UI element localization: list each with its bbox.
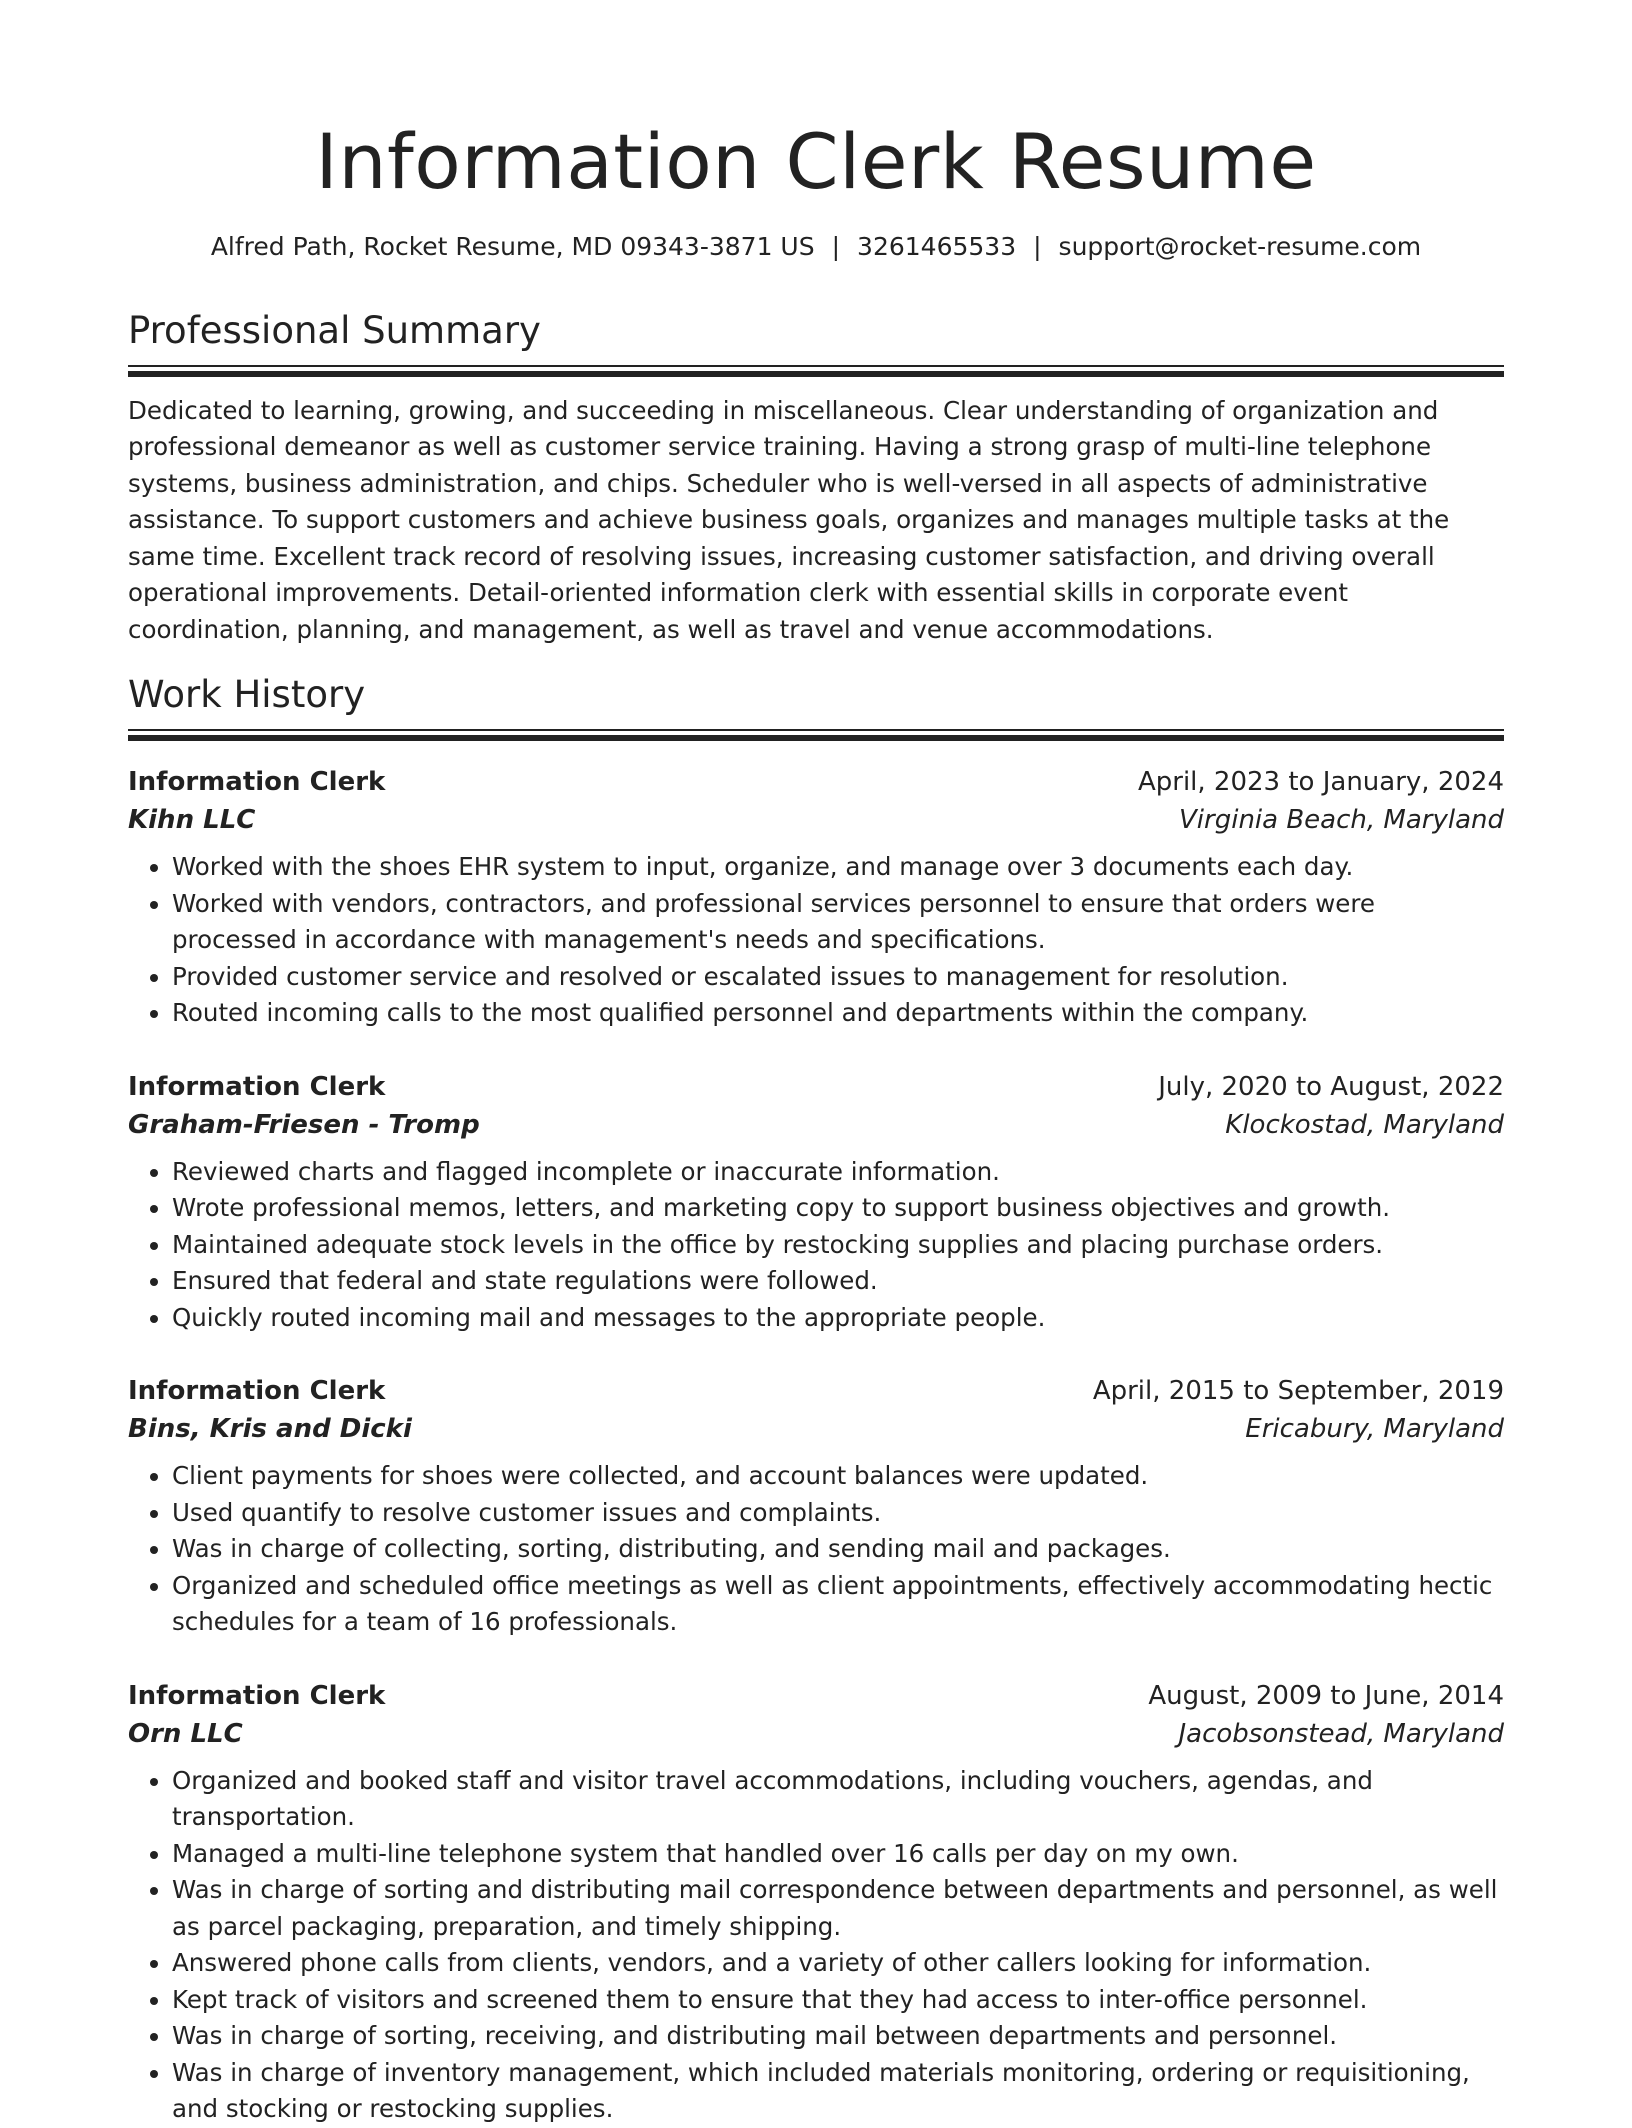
job-title: Information Clerk bbox=[128, 1071, 386, 1102]
job-bullet: • Organized and scheduled office meetings as well as client appointments, effectively accommodating hectic schedules for a team of 16 professionals. bbox=[172, 1568, 1504, 1641]
job-bullet: • Worked with vendors, contractors, and professional services personnel to ensure that orders were processed in accordance with management's needs and specifications. bbox=[172, 886, 1504, 959]
contact-phone: 3261465533 bbox=[857, 231, 1017, 261]
resume-title: Information Clerk Resume bbox=[315, 117, 1317, 206]
job-location: Virginia Beach, Maryland bbox=[1179, 805, 1504, 836]
summary-heading: Professional Summary bbox=[128, 308, 541, 352]
job-bullet: • Used quantify to resolve customer issues and complaints. bbox=[172, 1495, 1504, 1532]
job-company-row bbox=[128, 1106, 1504, 1144]
job-entry bbox=[128, 763, 1504, 1032]
job-bullet: • Was in charge of collecting, sorting, distributing, and sending mail and packages. bbox=[172, 1531, 1504, 1568]
job-bullet-list bbox=[128, 1154, 1504, 1337]
job-dates: August, 2009 to June, 2014 bbox=[1148, 1680, 1504, 1711]
job-title-row bbox=[128, 1677, 1504, 1715]
job-title-row bbox=[128, 763, 1504, 801]
job-entry bbox=[128, 1068, 1504, 1337]
contact-email: support@rocket-resume.com bbox=[1058, 231, 1422, 261]
job-dates: April, 2015 to September, 2019 bbox=[1092, 1376, 1504, 1407]
contact-line bbox=[128, 232, 1504, 261]
job-title-row bbox=[128, 1372, 1504, 1410]
job-bullet: • Kept track of visitors and screened them to ensure that they had access to inter-office personnel. bbox=[172, 1982, 1504, 2019]
job-bullet: • Was in charge of sorting, receiving, and distributing mail between departments and personnel. bbox=[172, 2018, 1504, 2055]
job-entry bbox=[128, 1677, 1504, 2128]
job-company: Kihn LLC bbox=[128, 805, 256, 836]
job-title: Information Clerk bbox=[128, 767, 386, 798]
contact-separator: | bbox=[1033, 231, 1042, 261]
job-dates: April, 2023 to January, 2024 bbox=[1137, 767, 1504, 798]
job-bullet: • Worked with the shoes EHR system to input, organize, and manage over 3 documents each day. bbox=[172, 849, 1504, 886]
job-bullet-list bbox=[128, 849, 1504, 1032]
job-company: Bins, Kris and Dicki bbox=[128, 1414, 412, 1445]
contact-separator: | bbox=[831, 231, 841, 261]
job-company-row bbox=[128, 1715, 1504, 1753]
section-divider bbox=[128, 365, 1504, 377]
job-bullet: • Was in charge of sorting and distributing mail correspondence between departments and personnel, as well as parcel packaging, preparation, and timely shipping. bbox=[172, 1872, 1504, 1945]
job-company-row bbox=[128, 1410, 1504, 1448]
work-history-list bbox=[128, 763, 1504, 2128]
job-title: Information Clerk bbox=[128, 1680, 386, 1711]
job-bullet: • Answered phone calls from clients, vendors, and a variety of other callers looking for information. bbox=[172, 1945, 1504, 1982]
job-bullet: • Organized and booked staff and visitor travel accommodations, including vouchers, agendas, and transportation. bbox=[172, 1763, 1504, 1836]
job-bullet: • Quickly routed incoming mail and messages to the appropriate people. bbox=[172, 1300, 1504, 1337]
job-bullet: • Ensured that federal and state regulations were followed. bbox=[172, 1263, 1504, 1300]
job-company-row bbox=[128, 801, 1504, 839]
contact-address: Alfred Path, Rocket Resume, MD 09343-3871 US bbox=[210, 231, 815, 261]
job-location: Jacobsonstead, Maryland bbox=[1178, 1718, 1504, 1749]
job-bullet: • Routed incoming calls to the most qualified personnel and departments within the company. bbox=[172, 995, 1504, 1032]
job-bullet: • Was in charge of inventory management, which included materials monitoring, ordering or requisitioning, and stocking or restocking supplies. bbox=[172, 2055, 1504, 2128]
job-bullet-list bbox=[128, 1458, 1504, 1641]
job-company: Orn LLC bbox=[128, 1718, 243, 1749]
summary-text: Dedicated to learning, growing, and succeeding in miscellaneous. Clear understanding of organization and professional demeanor as well as customer service training. Having a strong grasp of multi-line telephone systems, business administration, and chips. Scheduler who is well-versed in all aspects of administrative assistance. To support customers and achieve business goals, organizes and manages multiple tasks at the same time. Excellent track record of resolving issues, increasing customer satisfaction, and driving overall operational improvements. Detail-oriented information clerk with essential skills in corporate event coordination, planning, and management, as well as travel and venue accommodations. bbox=[128, 395, 1450, 644]
job-bullet-list bbox=[128, 1763, 1504, 2128]
job-bullet: • Maintained adequate stock levels in the office by restocking supplies and placing purchase orders. bbox=[172, 1227, 1504, 1264]
job-location: Ericabury, Maryland bbox=[1245, 1414, 1504, 1445]
job-title: Information Clerk bbox=[128, 1376, 386, 1407]
job-company: Graham-Friesen - Tromp bbox=[128, 1109, 480, 1140]
job-bullet: • Client payments for shoes were collected, and account balances were updated. bbox=[172, 1458, 1504, 1495]
job-bullet: • Wrote professional memos, letters, and marketing copy to support business objectives and growth. bbox=[172, 1190, 1504, 1227]
job-bullet: • Provided customer service and resolved or escalated issues to management for resolution. bbox=[172, 959, 1504, 996]
section-divider bbox=[128, 729, 1504, 741]
job-bullet: • Managed a multi-line telephone system that handled over 16 calls per day on my own. bbox=[172, 1836, 1504, 1873]
job-bullet: • Reviewed charts and flagged incomplete or inaccurate information. bbox=[172, 1154, 1504, 1191]
work-history-heading: Work History bbox=[128, 672, 366, 716]
job-entry bbox=[128, 1372, 1504, 1641]
job-location: Klockostad, Maryland bbox=[1225, 1109, 1504, 1140]
job-dates: July, 2020 to August, 2022 bbox=[1158, 1071, 1504, 1102]
job-title-row bbox=[128, 1068, 1504, 1106]
